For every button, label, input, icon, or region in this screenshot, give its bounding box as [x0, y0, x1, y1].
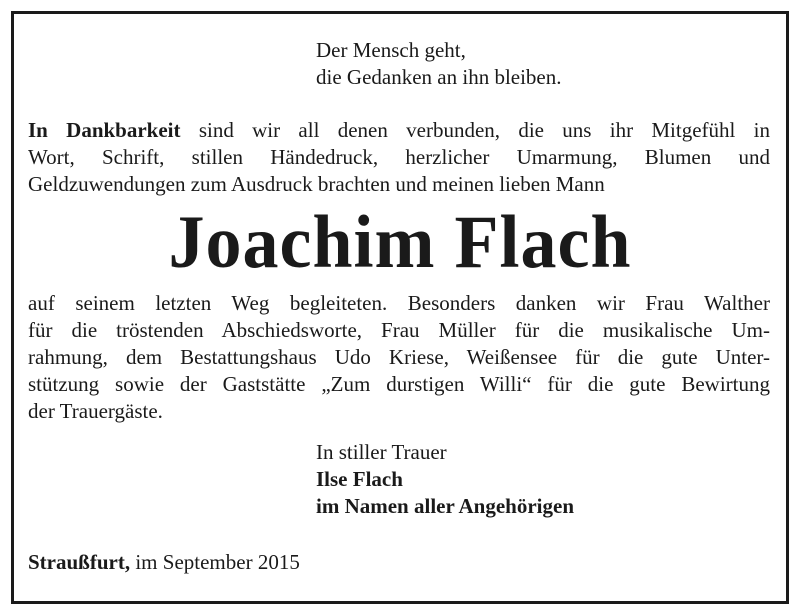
motto-line-2: die Gedanken an ihn bleiben.: [316, 65, 562, 89]
intro-line-3: Geldzuwendungen zum Ausdruck brachten und meinen lieben Mann: [28, 172, 605, 196]
thanks-line-1: auf seinem letzten Weg begleiteten. Besonders danken wir Frau Walther: [28, 291, 770, 315]
place-name: Straußfurt,: [28, 550, 131, 574]
signature-block: [316, 439, 574, 520]
intro-line-1: [28, 117, 770, 144]
thanks-line-2: für die tröstenden Abschiedsworte, Frau Müller für die musikalische Um-: [28, 318, 770, 342]
intro-line-2: Wort, Schrift, stillen Händedruck, herzlicher Umarmung, Blumen und: [28, 145, 770, 169]
signature-family: im Namen aller Angehörigen: [316, 494, 575, 518]
signature-name: Ilse Flach: [316, 467, 403, 491]
place-date: [28, 549, 300, 576]
signature-intro: In stiller Trauer: [316, 440, 447, 464]
date-text: im September 2015: [130, 550, 300, 574]
thanks-paragraph: [28, 290, 770, 425]
thanks-line-4: stützung sowie der Gaststätte „Zum durstigen Willi“ für die gute Bewirtung: [28, 372, 770, 396]
intro-lead: In Dankbarkeit: [28, 118, 181, 142]
deceased-name: Joachim Flach: [168, 200, 632, 284]
intro-line-1-rest: sind wir all denen verbunden, die uns ihr Mitgefühl in: [180, 118, 771, 142]
motto: [316, 37, 562, 91]
motto-line-1: Der Mensch geht,: [316, 38, 466, 62]
intro-paragraph: [28, 117, 770, 198]
thanks-line-3: rahmung, dem Bestattungshaus Udo Kriese, Weißensee für die gute Unter-: [28, 345, 770, 369]
thanks-line-5: der Trauergäste.: [28, 399, 163, 423]
